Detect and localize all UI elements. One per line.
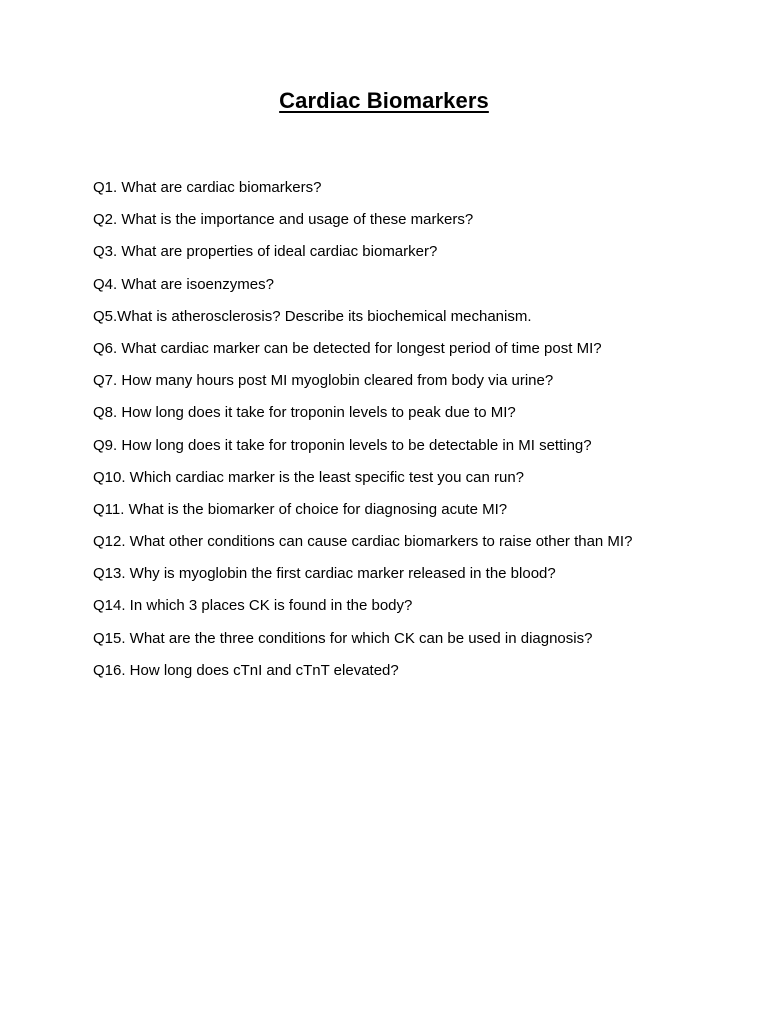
question-item: Q4. What are isoenzymes?	[93, 275, 274, 293]
question-item: Q16. How long does cTnI and cTnT elevated?	[93, 661, 399, 679]
question-item: Q12. What other conditions can cause cardiac biomarkers to raise other than MI?	[93, 533, 633, 551]
question-item: Q8. How long does it take for troponin levels to peak due to MI?	[93, 404, 516, 422]
question-item: Q6. What cardiac marker can be detected for longest period of time post MI?	[93, 339, 602, 357]
page-title: Cardiac Biomarkers	[279, 88, 489, 113]
question-item: Q2. What is the importance and usage of these markers?	[93, 211, 474, 229]
question-item: Q9. How long does it take for troponin levels to be detectable in MI setting?	[93, 436, 592, 454]
question-item: Q10. Which cardiac marker is the least specific test you can run?	[93, 468, 525, 486]
question-item: Q11. What is the biomarker of choice for diagnosing acute MI?	[93, 500, 508, 518]
question-item: Q13. Why is myoglobin the first cardiac marker released in the blood?	[93, 565, 556, 583]
question-item: Q1. What are cardiac biomarkers?	[93, 179, 322, 196]
question-item: Q5.What is atherosclerosis? Describe its biochemical mechanism.	[93, 307, 532, 325]
question-item: Q14. In which 3 places CK is found in the body?	[93, 597, 413, 615]
question-item: Q3. What are properties of ideal cardiac biomarker?	[93, 243, 438, 261]
question-list	[93, 177, 673, 692]
question-item: Q7. How many hours post MI myoglobin cleared from body via urine?	[93, 372, 554, 390]
question-item: Q15. What are the three conditions for which CK can be used in diagnosis?	[93, 629, 593, 647]
